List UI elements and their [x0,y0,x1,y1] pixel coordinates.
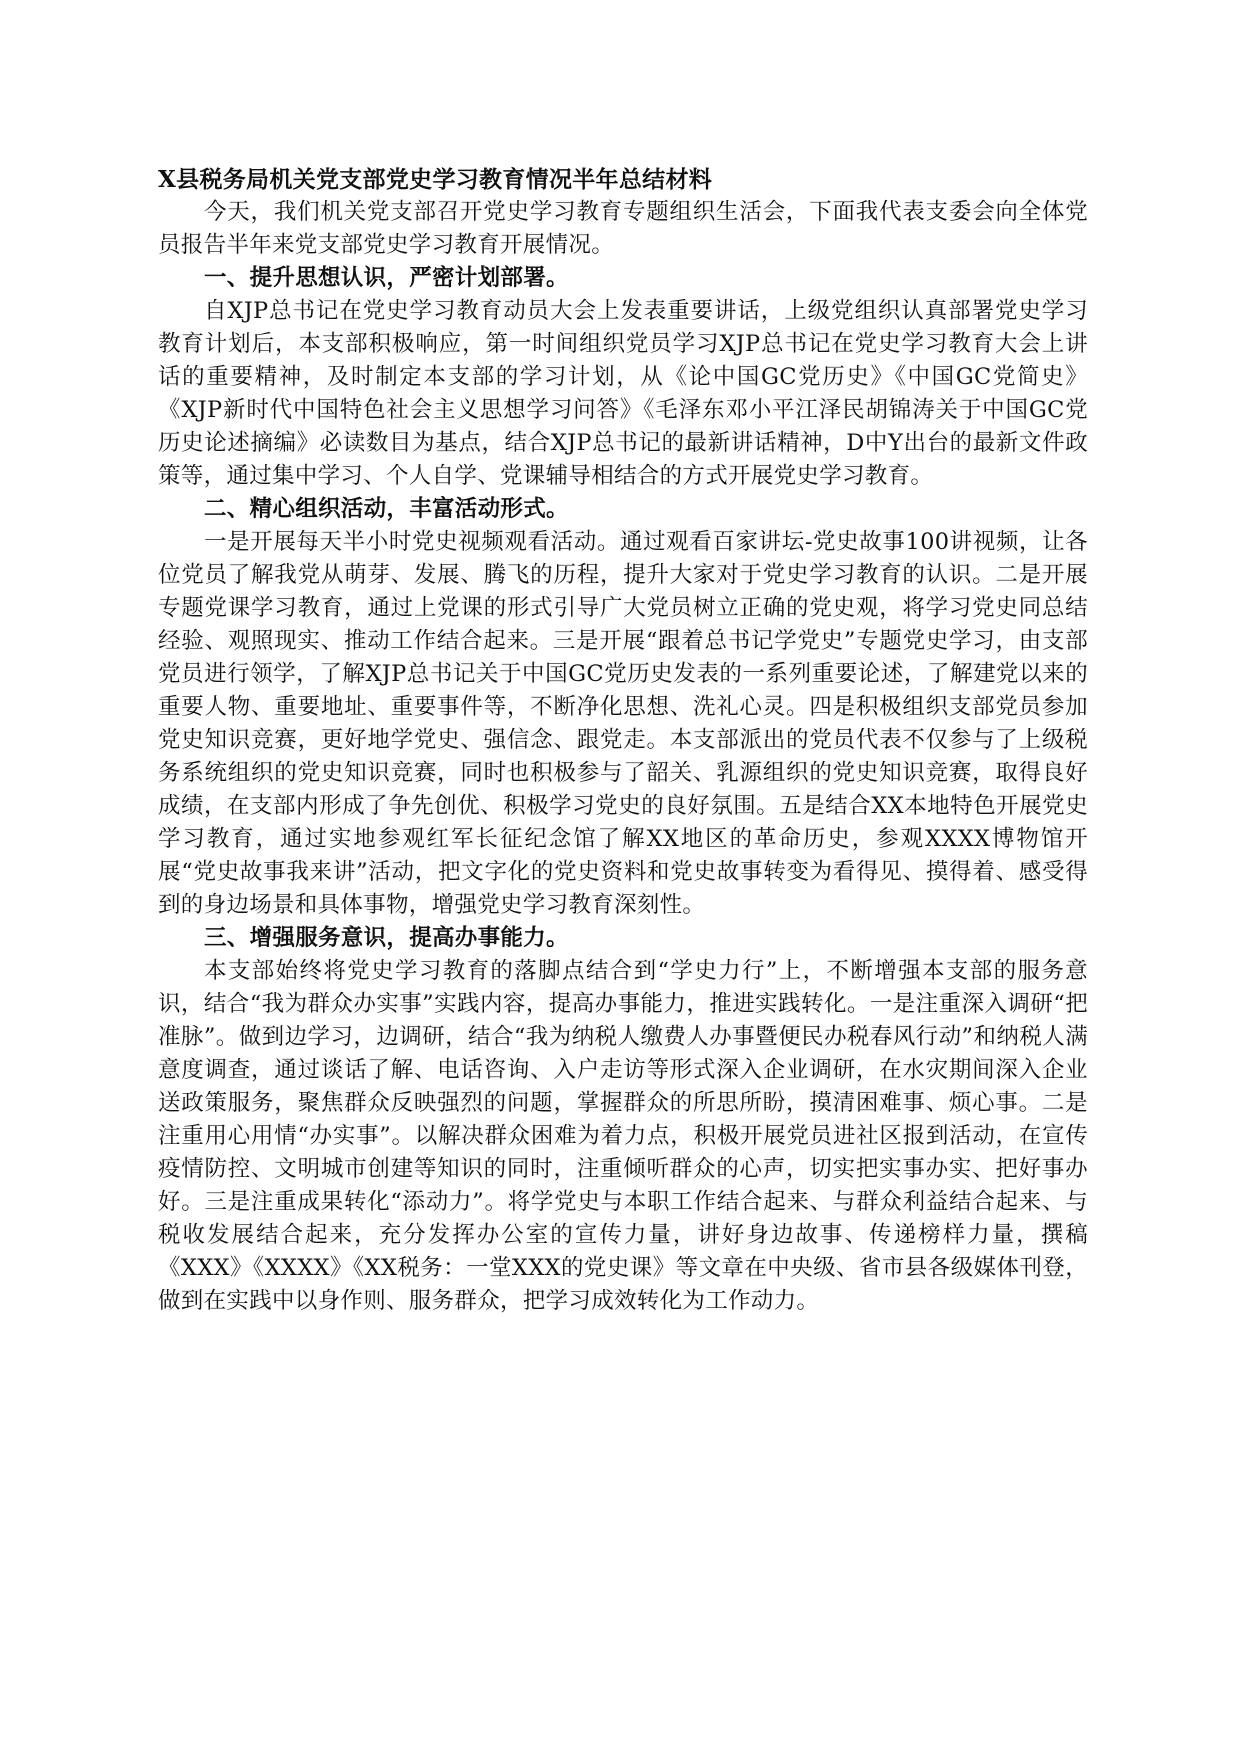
section-2-paragraph: 一是开展每天半小时党史视频观看活动。通过观看百家讲坛-党史故事100讲视频，让各位党员了解我党从萌芽、发展、腾飞的历程，提升大家对于党史学习教育的认识。二是开展专题党课学习教育，通过上党课的形式引导广大党员树立正确的党史观，将学习党史同总结经验、观照现实、推动工作结合起来。三是开展“跟着总书记学党史”专题党史学习，由支部党员进行领学，了解XJP总书记关于中国GC党历史发表的一系列重要论述，了解建党以来的重要人物、重要地址、重要事件等，不断净化思想、洗礼心灵。四是积极组织支部党员参加党史知识竞赛，更好地学党史、强信念、跟党走。本支部派出的党员代表不仅参与了上级税务系统组织的党史知识竞赛，同时也积极参与了韶关、乳源组织的党史知识竞赛，取得良好成绩，在支部内形成了争先创优、积极学习党史的良好氛围。五是结合XX本地特色开展党史学习教育，通过实地参观红军长征纪念馆了解XX地区的革命历史，参观XXXX博物馆开展“党史故事我来讲”活动，把文字化的党史资料和党史故事转变为看得见、摸得着、感受得到的身边场景和具体事物，增强党史学习教育深刻性。 [158,529,1088,918]
section-1-heading: 一、提升思想认识，严密计划部署。 [204,265,569,291]
section-2-heading: 二、精心组织活动，丰富活动形式。 [204,496,569,522]
section-3-paragraph: 本支部始终将党史学习教育的落脚点结合到“学史力行”上，不断增强本支部的服务意识，结合“我为群众办实事”实践内容，提高办事能力，推进实践转化。一是注重深入调研“把准脉”。做到边学习，边调研，结合“我为纳税人缴费人办事暨便民办税春风行动”和纳税人满意度调查，通过谈话了解、电话咨询、入户走访等形式深入企业调研，在水灾期间深入企业送政策服务，聚焦群众反映强烈的问题，掌握群众的所思所盼，摸清困难事、烦心事。二是注重用心用情“办实事”。以解决群众困难为着力点，积极开展党员进社区报到活动，在宣传疫情防控、文明城市创建等知识的同时，注重倾听群众的心声，切实把实事办实、把好事办好。三是注重成果转化“添动力”。将学党史与本职工作结合起来、与群众利益结合起来、与税收发展结合起来，充分发挥办公室的宣传力量，讲好身边故事、传递榜样力量，撰稿《XXX》《XXXX》《XX税务：一堂XXX的党史课》等文章在中央级、省市县各级媒体刊登，做到在实践中以身作则、服务群众，把学习成效转化为工作动力。 [158,958,1088,1314]
section-1-paragraph: 自XJP总书记在党史学习教育动员大会上发表重要讲话，上级党组织认真部署党史学习教育计划后，本支部积极响应，第一时间组织党员学习XJP总书记在党史学习教育大会上讲话的重要精神，及时制定本支部的学习计划，从《论中国GC党历史》《中国GC党简史》《XJP新时代中国特色社会主义思想学习问答》《毛泽东邓小平江泽民胡锦涛关于中国GC党历史论述摘编》必读数目为基点，结合XJP总书记的最新讲话精神，D中Y出台的最新文件政策等，通过集中学习、个人自学、党课辅导相结合的方式开展党史学习教育。 [158,298,1088,489]
section-3-heading: 三、增强服务意识，提高办事能力。 [204,925,569,951]
intro-paragraph: 今天，我们机关党支部召开党史学习教育专题组织生活会，下面我代表支委会向全体党员报告半年来党支部党史学习教育开展情况。 [158,199,1088,258]
document-title: X县税务局机关党支部党史学习教育情况半年总结材料 [158,166,713,193]
document-body [158,163,1088,1318]
